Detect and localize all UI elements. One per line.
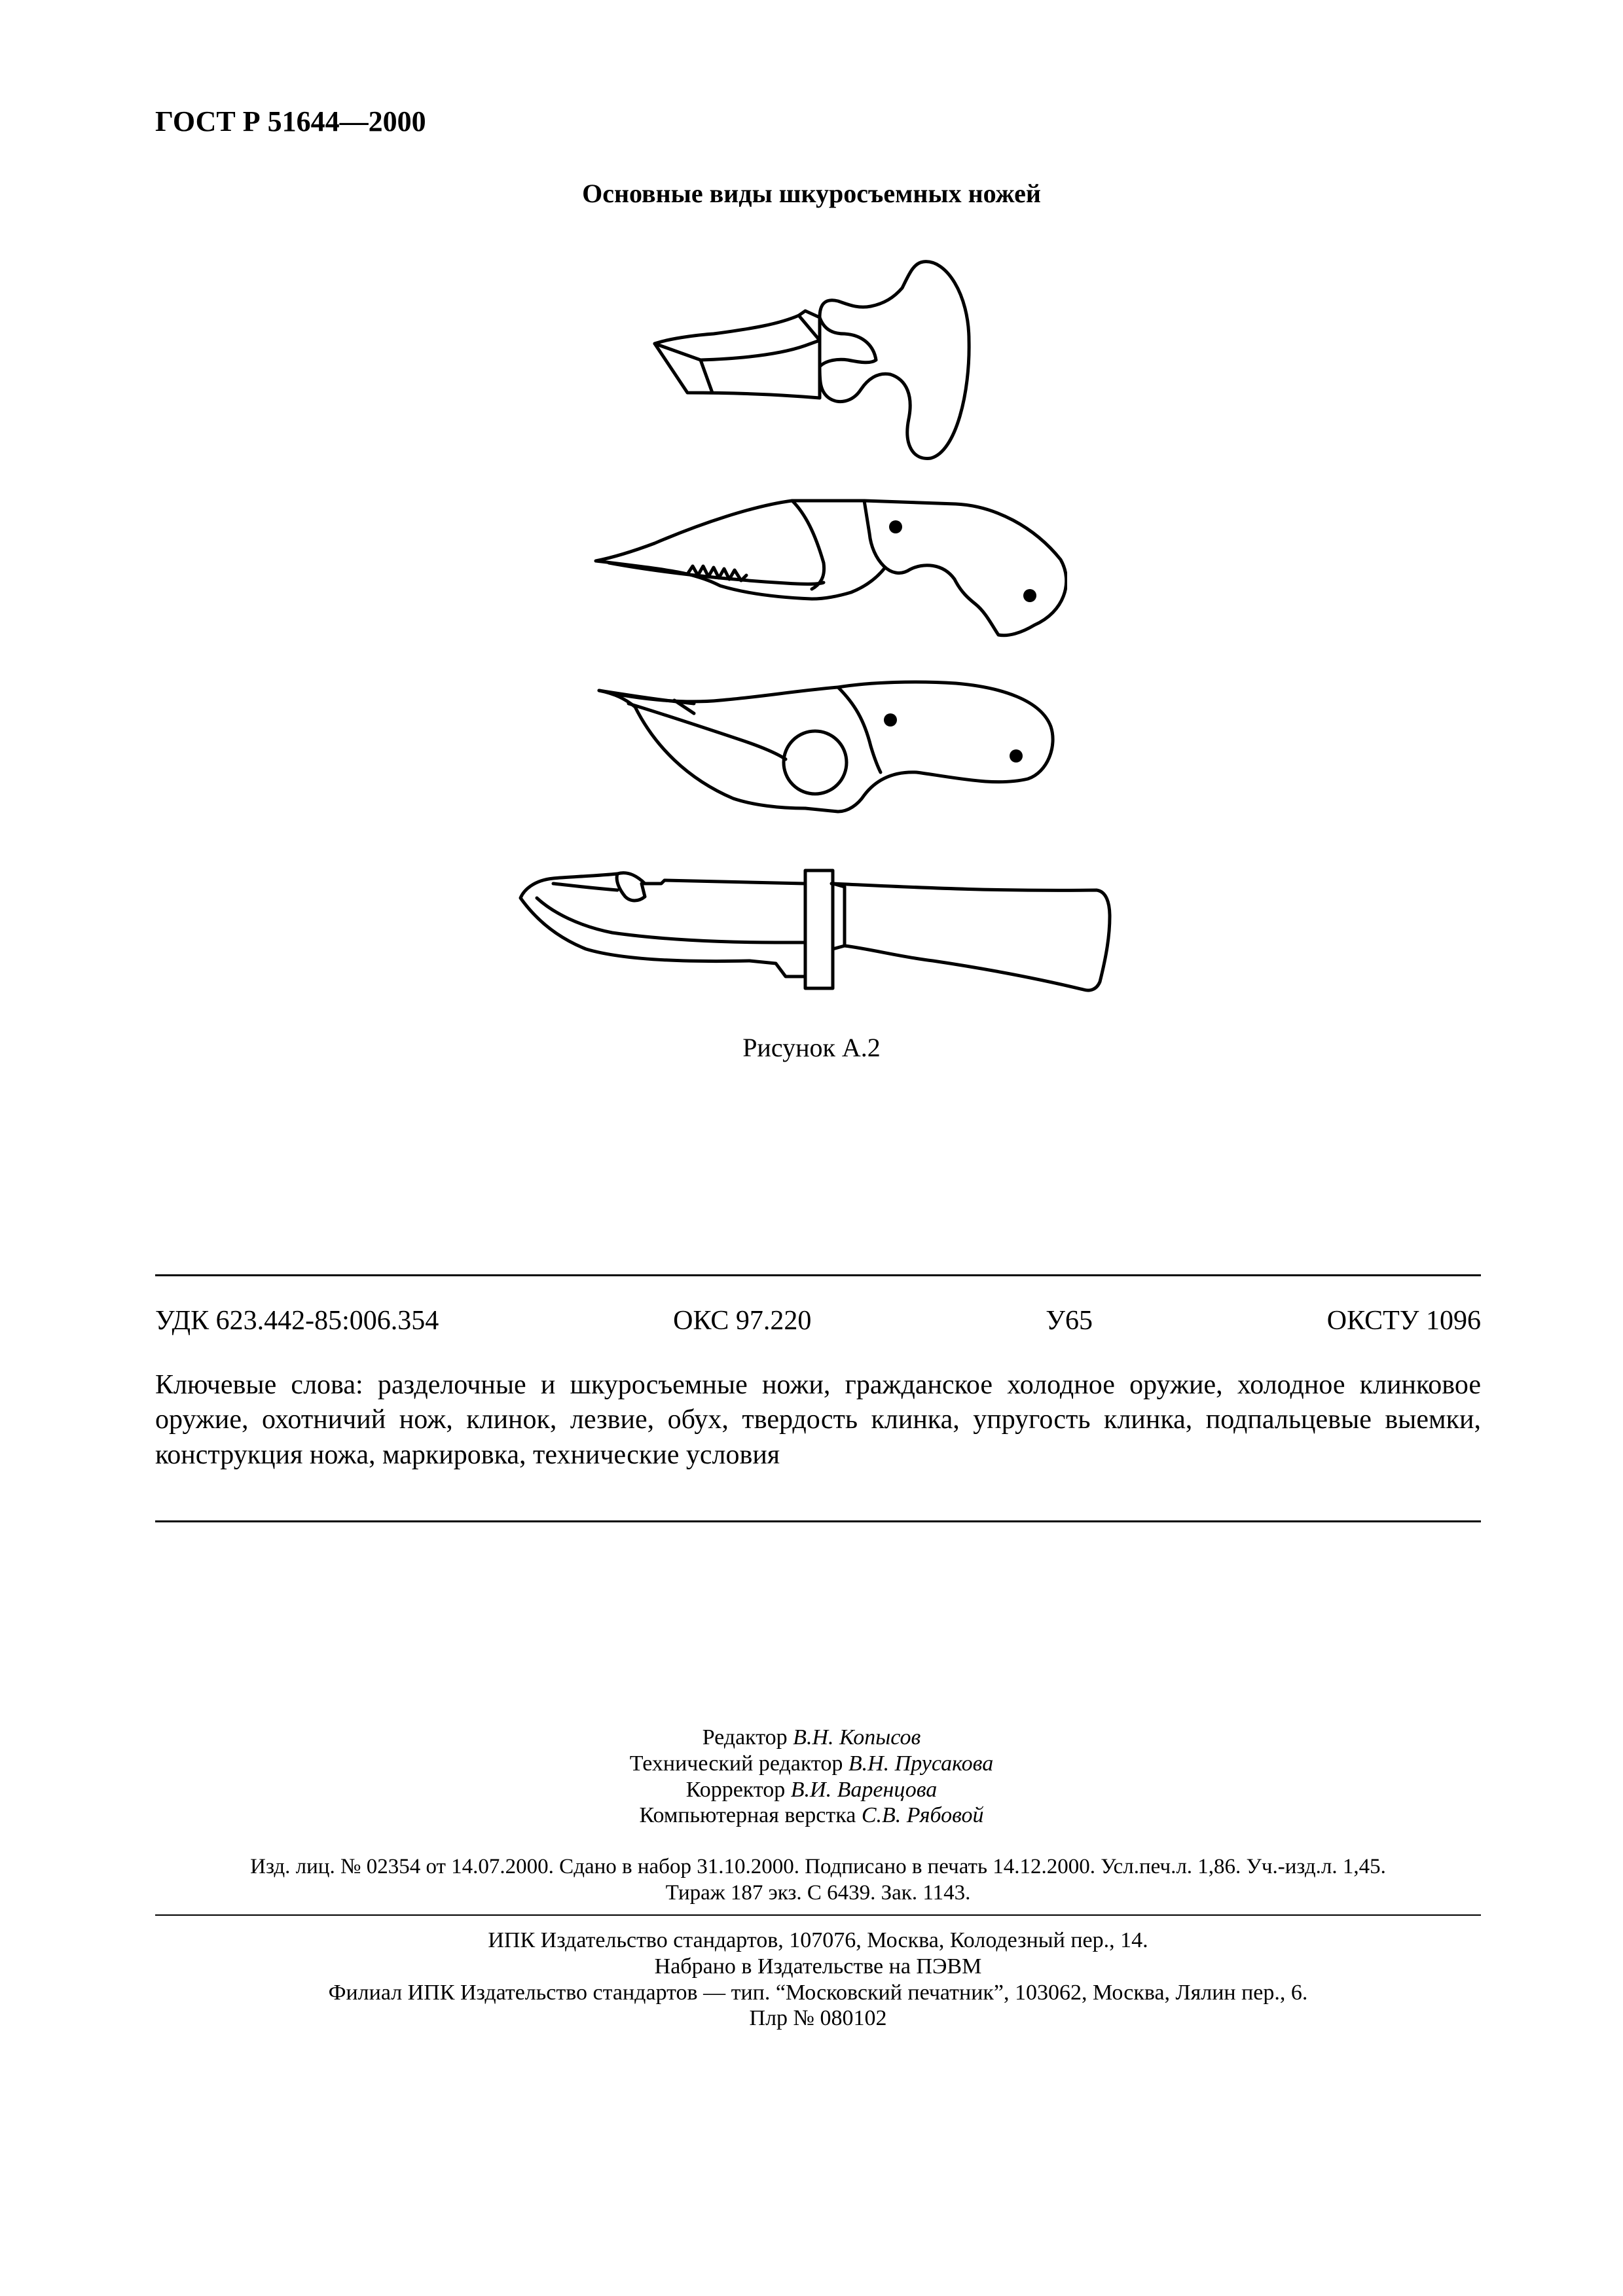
- printer-line-3: Филиал ИПК Издательство стандартов — тип. “Московский печатник”, 103062, Москва, Лялин пер., 6.: [328, 1980, 1308, 2005]
- credit-corrector-name: В.И. Варенцова: [790, 1777, 938, 1802]
- standard-number: ГОСТ Р 51644—2000: [155, 105, 426, 137]
- credit-corrector: [0, 1777, 1623, 1803]
- credit-corrector-label: Корректор: [685, 1777, 786, 1802]
- top-rule: [155, 1274, 1481, 1276]
- printer-line-2: Набрано в Издательстве на ПЭВМ: [654, 1954, 982, 1979]
- keywords: Ключевые слова: разделочные и шкуросъемные ножи, гражданское холодное оружие, холодное клинковое оружие, охотничий нож, клинок, лезвие, обух, твердость клинка, упругость клинка, подпальцевые выемки, конструкция ножа, маркировка, технические условия: [155, 1370, 1481, 1470]
- printer-line-1: ИПК Издательство стандартов, 107076, Москва, Колодезный пер., 14.: [488, 1928, 1148, 1952]
- credit-tech-editor-name: В.Н. Прусакова: [848, 1751, 994, 1776]
- publishing-info: [155, 1854, 1481, 1906]
- publishing-rule: [155, 1914, 1481, 1916]
- credit-editor-label: Редактор: [702, 1725, 788, 1749]
- printer-info: [155, 1928, 1481, 2032]
- credit-editor-name: В.Н. Копысов: [793, 1725, 921, 1749]
- knife-drawing-4: [514, 851, 1123, 1008]
- credit-layout-name: С.В. Рябовой: [861, 1803, 984, 1828]
- credit-layout-label: Компьютерная верстка: [639, 1803, 856, 1828]
- credit-layout: [0, 1803, 1623, 1829]
- oks-code: ОКС 97.220: [673, 1306, 812, 1336]
- knife-drawing-1: [648, 255, 989, 465]
- knife-drawing-2: [589, 488, 1067, 645]
- figure-title: Основные виды шкуросъемных ножей: [582, 179, 1041, 208]
- classification-row: [155, 1305, 1481, 1336]
- knife-drawing-3: [589, 674, 1061, 825]
- u-code: У65: [1046, 1306, 1093, 1336]
- credit-editor: [0, 1725, 1623, 1751]
- printer-line-4: Плр № 080102: [749, 2006, 887, 2031]
- figure-caption: Рисунок А.2: [742, 1033, 881, 1062]
- publishing-line-1: Изд. лиц. № 02354 от 14.07.2000. Сдано в набор 31.10.2000. Подписано в печать 14.12.2000. Усл.печ.л. 1,86. Уч.-изд.л. 1,45.: [250, 1855, 1386, 1878]
- credit-tech-editor-label: Технический редактор: [629, 1751, 843, 1776]
- credits: [0, 1725, 1623, 1829]
- publishing-line-2: Тираж 187 экз. С 6439. Зак. 1143.: [665, 1880, 971, 1905]
- udk-code: УДК 623.442-85:006.354: [155, 1306, 439, 1336]
- okstu-code: ОКСТУ 1096: [1326, 1306, 1481, 1336]
- credit-tech-editor: [0, 1751, 1623, 1777]
- bottom-rule: [155, 1520, 1481, 1522]
